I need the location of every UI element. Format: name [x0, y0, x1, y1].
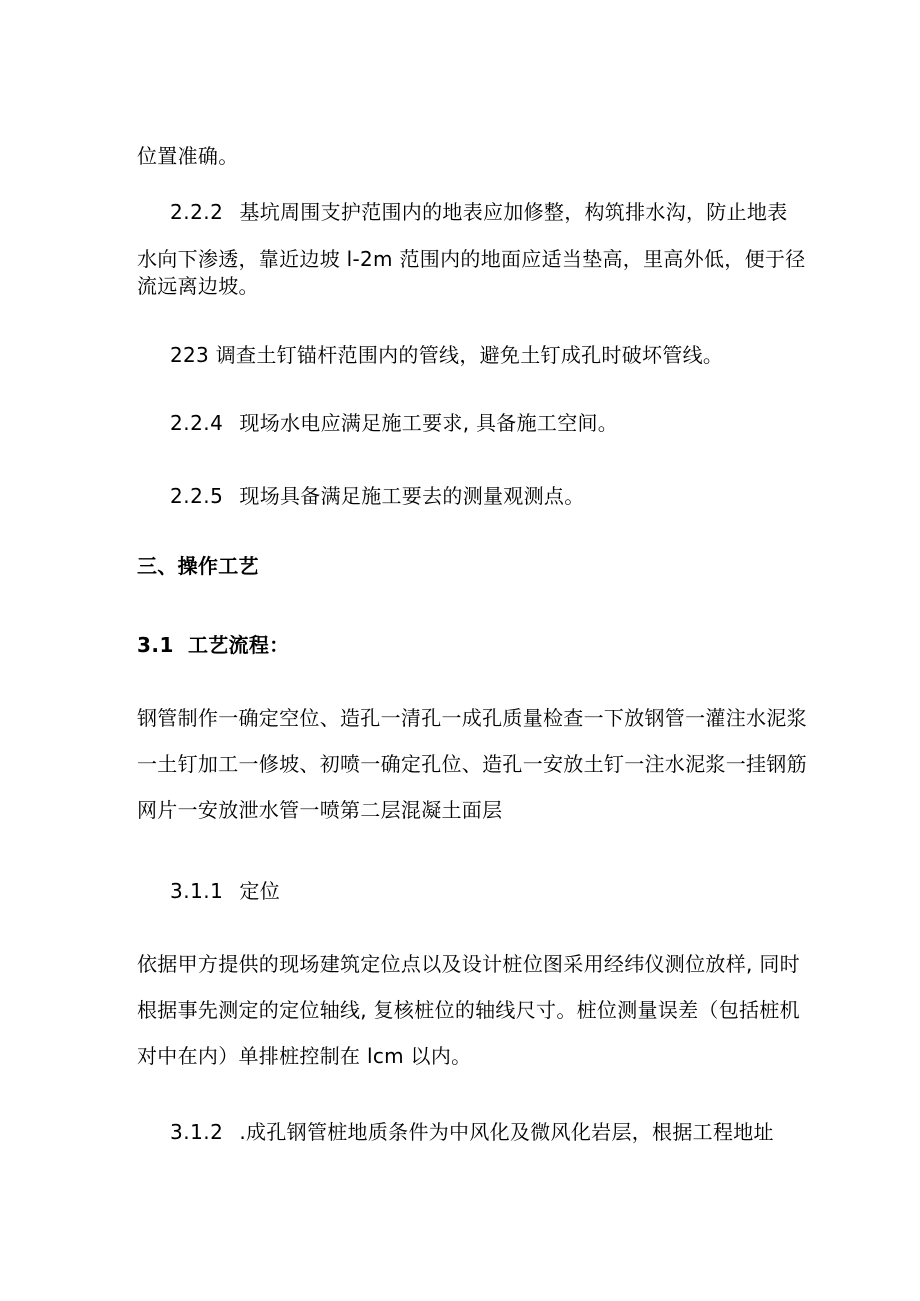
line-text: 水向下渗透，靠近边坡 l-2m 范围内的地面应适当垫高，里高外低，便于径: [137, 247, 806, 271]
section-223-line: [170, 343, 723, 367]
line-text: 流远离边坡。: [137, 274, 259, 298]
section-3-1-2-heading: [170, 1120, 774, 1144]
section-2-2-2-heading: [170, 200, 788, 224]
paragraph-line: [137, 998, 800, 1022]
chapter-heading: [137, 554, 259, 578]
section-number: 2.2.2: [170, 200, 224, 224]
heading-text: 三、操作工艺: [137, 554, 259, 578]
line-text: 网片一安放泄水管一喷第二层混凝土面层: [137, 798, 503, 822]
paragraph-line: [137, 274, 259, 298]
line-text: .成孔钢管桩地质条件为中风化及微风化岩层，根据工程地址: [239, 1120, 774, 1144]
section-number: 3.1.1: [170, 879, 224, 903]
line-text: 223 调查土钉锚杆范围内的管线，避免土钉成孔时破坏管线。: [170, 343, 724, 367]
line-text: 基坑周围支护范围内的地表应加修整，构筑排水沟，防止地表: [239, 200, 788, 224]
paragraph-line: [137, 1044, 471, 1068]
line-text: 一土钉加工一修坡、初喷一确定孔位、造孔一安放土钉一注水泥浆一挂钢筋: [137, 752, 807, 776]
line-text: 现场水电应满足施工要求, 具备施工空间。: [239, 411, 619, 435]
section-3-1-heading: [137, 633, 289, 657]
section-number: 2.2.5: [170, 484, 224, 508]
section-2-2-4-heading: [170, 411, 618, 435]
paragraph-line: [137, 752, 807, 776]
paragraph-line: [137, 706, 807, 730]
paragraph-line: [137, 247, 806, 271]
line-text: 根据事先测定的定位轴线, 复核桩位的轴线尺寸。桩位测量误差（包括桩机: [137, 998, 800, 1022]
line-text: 定位: [239, 879, 280, 903]
line-text: 对中在内）单排桩控制在 lcm 以内。: [137, 1044, 472, 1068]
paragraph-line: [137, 952, 800, 976]
section-3-1-1-heading: [170, 879, 280, 903]
line-text: 位置准确。: [137, 144, 239, 168]
line-text: 现场具备满足施工要去的测量观测点。: [239, 484, 585, 508]
section-2-2-5-heading: [170, 484, 585, 508]
section-number: 3.1.2: [170, 1120, 224, 1144]
paragraph-line: [137, 144, 239, 168]
paragraph-line: [137, 798, 502, 822]
line-text: 钢管制作一确定空位、造孔一清孔一成孔质量检查一下放钢管一灌注水泥浆: [137, 706, 807, 730]
section-number: 3.1: [137, 633, 174, 657]
heading-text: 工艺流程：: [187, 633, 290, 657]
section-number: 2.2.4: [170, 411, 224, 435]
line-text: 依据甲方提供的现场建筑定位点以及设计桩位图采用经纬仪测位放样, 同时: [137, 952, 800, 976]
